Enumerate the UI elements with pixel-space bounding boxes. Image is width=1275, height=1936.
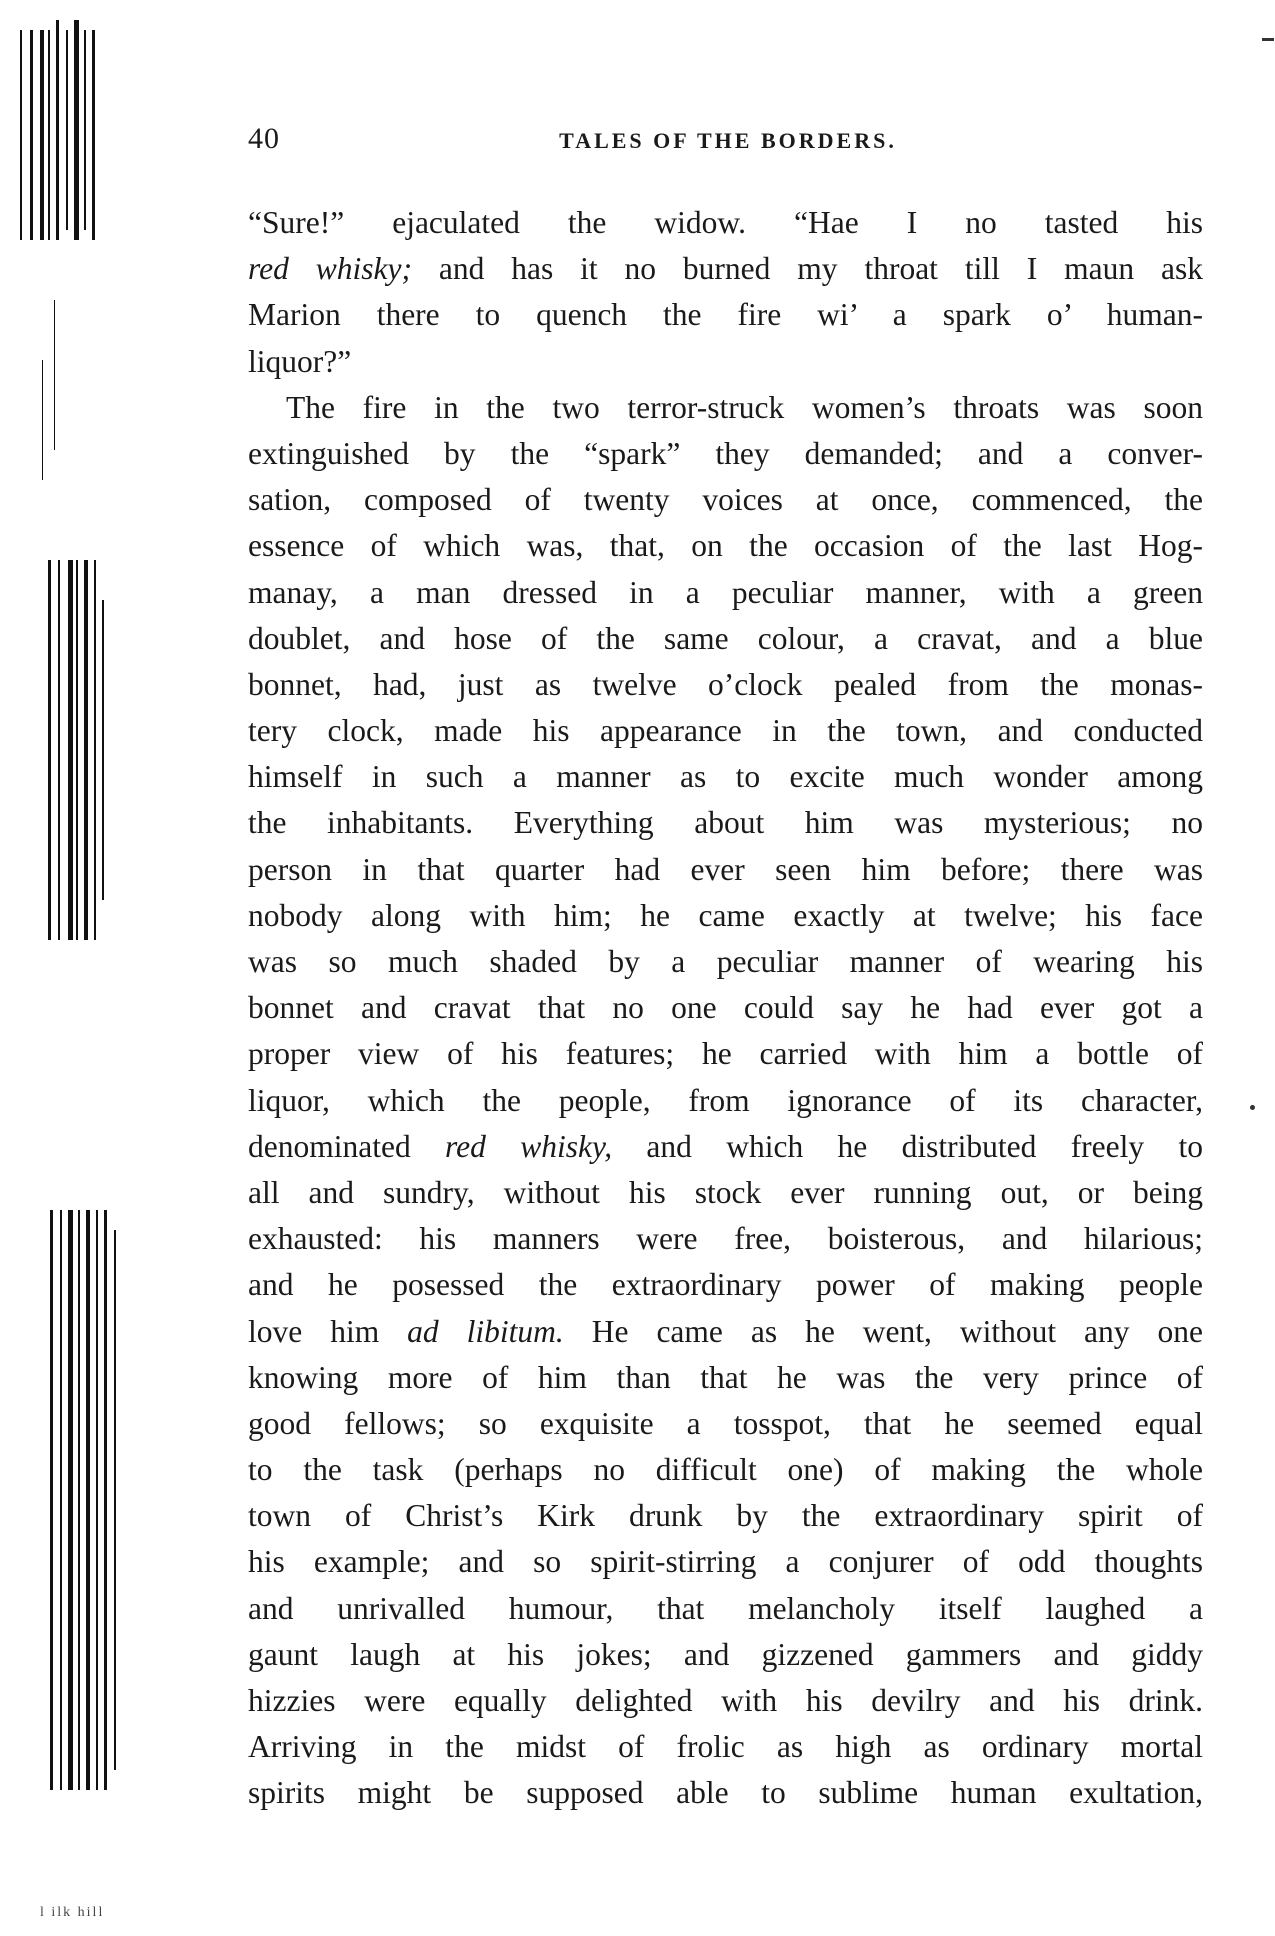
text-run: to the task (perhaps no difficult one) of making the whole <box>248 1452 1203 1488</box>
text-run: “Sure!” ejaculated the widow. “Hae I no tasted his <box>248 205 1203 240</box>
text-run: The fire in the two terror-struck women’s throats was soon <box>286 389 1203 425</box>
scan-bar <box>86 1210 90 1790</box>
text-run: Marion there to quench the fire wi’ a spark o’ human- <box>248 297 1203 333</box>
text-run: Arriving in the midst of frolic as high as ordinary mortal <box>248 1729 1203 1765</box>
text-run: the inhabitants. Everything about him was mysterious; no <box>248 805 1203 841</box>
text-run: was so much shaded by a peculiar manner of wearing his <box>248 944 1203 979</box>
scan-bar <box>92 30 95 240</box>
text-run: doublet, and hose of the same colour, a cravat, and a blue <box>248 620 1203 656</box>
text-run: and he posessed the extraordinary power of making people <box>248 1267 1203 1303</box>
scan-bar <box>102 600 104 900</box>
scan-bar <box>50 1210 53 1790</box>
scan-bar <box>54 300 55 450</box>
scan-bar <box>42 360 43 480</box>
scan-bar <box>84 560 88 940</box>
scan-bar <box>48 30 50 240</box>
scan-bar <box>94 560 96 940</box>
scan-bar <box>74 20 79 240</box>
text-run: gaunt laugh at his jokes; and gizzened gammers and giddy <box>248 1636 1203 1672</box>
scan-bar <box>40 30 44 240</box>
scan-bar <box>68 1210 73 1790</box>
text-run: tery clock, made his appearance in the town, and conducted <box>248 713 1203 749</box>
text-line <box>248 1078 1203 1124</box>
text-run: He came as he went, without any one <box>563 1313 1203 1349</box>
text-line <box>248 431 1203 477</box>
running-title: TALES OF THE BORDERS. <box>559 128 897 153</box>
scan-binding-edge <box>18 0 128 1936</box>
text-run: person in that quarter had ever seen him before; there was <box>248 851 1203 887</box>
text-line <box>248 1309 1203 1355</box>
text-run: and unrivalled humour, that melancholy itself laughed a <box>248 1590 1203 1626</box>
text-run: and which he distributed freely to <box>612 1128 1203 1164</box>
text-line <box>248 1770 1203 1816</box>
text-line <box>248 1401 1203 1447</box>
text-run: proper view of his features; he carried with him a bottle of <box>248 1036 1203 1072</box>
page-number: 40 <box>248 122 280 155</box>
text-line <box>248 1586 1203 1632</box>
text-line <box>248 292 1203 338</box>
text-line <box>248 1262 1203 1308</box>
text-line <box>248 1355 1203 1401</box>
text-run: extinguished by the “spark” they demanded; and a conver- <box>248 435 1203 471</box>
scan-bar <box>60 1210 62 1790</box>
scan-bar <box>104 1210 107 1790</box>
text-run: liquor?” <box>248 343 352 379</box>
scan-bar <box>68 560 73 940</box>
text-line <box>248 662 1203 708</box>
text-run: nobody along with him; he came exactly at twelve; his face <box>248 897 1203 933</box>
text-line <box>248 1632 1203 1678</box>
text-run: bonnet, had, just as twelve o’clock pealed from the monas- <box>248 666 1203 702</box>
text-run: good fellows; so exquisite a tosspot, that he seemed equal <box>248 1405 1203 1441</box>
text-line <box>248 847 1203 893</box>
italic-run: red whisky, <box>445 1128 613 1164</box>
text-line <box>248 1539 1203 1585</box>
text-run: town of Christ’s Kirk drunk by the extraordinary spirit of <box>248 1498 1203 1534</box>
text-line <box>248 477 1203 523</box>
text-run: love him <box>248 1313 408 1349</box>
text-run: and has it no burned my throat till I maun ask <box>411 251 1204 287</box>
text-run: knowing more of him than that he was the very prince of <box>248 1359 1203 1395</box>
text-line <box>248 1170 1203 1216</box>
page-header <box>248 122 1208 162</box>
text-line <box>248 339 1203 385</box>
scan-speck <box>1262 38 1274 41</box>
text-run: exhausted: his manners were free, boisterous, and hilarious; <box>248 1221 1203 1257</box>
text-line <box>248 246 1203 292</box>
text-line <box>248 523 1203 569</box>
text-line <box>248 939 1203 985</box>
text-line <box>248 1031 1203 1077</box>
text-line <box>248 708 1203 754</box>
text-run: spirits might be supposed able to sublime human exultation, <box>248 1775 1203 1811</box>
scan-mark: l ilk hill <box>40 1905 105 1920</box>
text-line <box>248 800 1203 846</box>
text-run: bonnet and cravat that no one could say he had ever got a <box>248 990 1203 1026</box>
scan-bar <box>58 560 60 940</box>
text-run: essence of which was, that, on the occasion of the last Hog- <box>248 528 1203 564</box>
text-line <box>248 570 1203 616</box>
text-line <box>248 893 1203 939</box>
scan-bar <box>48 560 51 940</box>
text-line <box>248 1124 1203 1170</box>
scan-speck <box>1250 1105 1255 1110</box>
scan-bar <box>56 20 59 240</box>
text-line <box>248 1447 1203 1493</box>
text-line <box>248 200 1203 246</box>
body-text <box>248 200 1203 1817</box>
scan-bar <box>78 1210 80 1790</box>
text-run: his example; and so spirit-stirring a conjurer of odd thoughts <box>248 1544 1203 1580</box>
text-line <box>248 1724 1203 1770</box>
scan-bar <box>76 560 78 940</box>
scan-bar <box>84 30 86 230</box>
text-run: denominated <box>248 1128 446 1164</box>
text-run: all and sundry, without his stock ever running out, or being <box>248 1174 1203 1210</box>
italic-run: ad libitum. <box>407 1313 564 1349</box>
text-line <box>248 1493 1203 1539</box>
scan-bar <box>20 30 22 240</box>
text-line <box>248 616 1203 662</box>
text-run: hizzies were equally delighted with his devilry and his drink. <box>248 1683 1203 1718</box>
text-line <box>248 1216 1203 1262</box>
scan-bar <box>114 1230 116 1770</box>
text-run: himself in such a manner as to excite much wonder among <box>248 759 1203 795</box>
text-line <box>248 754 1203 800</box>
scan-bar <box>30 30 33 240</box>
italic-run: red whisky; <box>248 251 412 287</box>
text-run: manay, a man dressed in a peculiar manner, with a green <box>248 574 1203 610</box>
scan-bar <box>66 30 68 230</box>
text-line <box>248 1678 1203 1724</box>
text-line <box>248 985 1203 1031</box>
text-run: liquor, which the people, from ignorance of its character, <box>248 1082 1203 1118</box>
text-line <box>248 385 1203 431</box>
scan-bar <box>96 1210 98 1790</box>
text-run: sation, composed of twenty voices at once, commenced, the <box>248 482 1203 518</box>
